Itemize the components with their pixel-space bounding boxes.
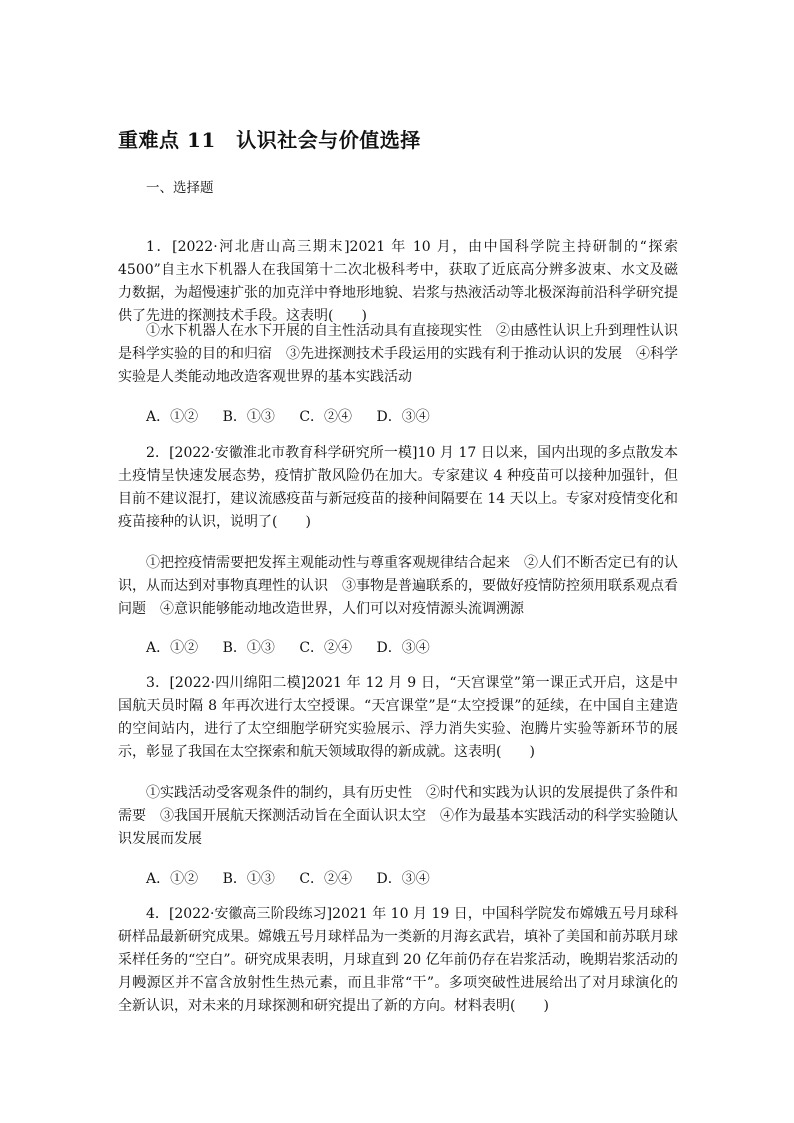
answer-b: B．①③	[222, 871, 275, 887]
question-3-answers	[146, 868, 450, 888]
answer-c: C．②④	[299, 871, 353, 887]
page-title: 重难点 11 认识社会与价值选择	[118, 128, 421, 152]
answer-d: D．③④	[376, 409, 430, 425]
question-1-answers	[146, 406, 450, 426]
answer-a: A．①②	[146, 871, 199, 887]
section-heading: 一、选择题	[146, 180, 214, 196]
answer-a: A．①②	[146, 640, 199, 656]
answer-d: D．③④	[376, 640, 430, 656]
answer-d: D．③④	[376, 871, 430, 887]
answer-c: C．②④	[299, 640, 353, 656]
question-3-stem: 3．[2022·四川绵阳二模]2021 年 12 月 9 日，“天宫课堂”第一课正式开启，这是中国航天员时隔 8 年再次进行太空授课。“天宫课堂”是“太空授课”的延续，在中国自主建造的空间站内，进行了太空细胞学研究实验展示、浮力消失实验、泡腾片实验等新环节的展示，彰显了我国在太空探索和航天领域取得的新成就。这表明( )	[118, 675, 678, 760]
question-4-stem: 4．[2022·安徽高三阶段练习]2021 年 10 月 19 日，中国科学院发布嫦娥五号月球科研样品最新研究成果。嫦娥五号月球样品为一类新的月海玄武岩，填补了美国和前苏联月球采样任务的“空白”。研究成果表明，月球直到 20 亿年前仍存在岩浆活动，晚期岩浆活动的月幔源区并不富含放射性生热元素，而且非常“干”。多项突破性进展给出了对月球演化的全新认识，对未来的月球探测和研究提出了新的方向。材料表明( )	[118, 906, 678, 1014]
question-1-options: ①水下机器人在水下开展的自主性活动具有直接现实性 ②由感性认识上升到理性认识是科学实验的目的和归宿 ③先进探测技术手段运用的实践有利于推动认识的发展 ④科学实验是人类能动地改造客观世界的基本实践活动	[118, 323, 678, 385]
question-3-options: ①实践活动受客观条件的制约，具有历史性 ②时代和实践为认识的发展提供了条件和需要 ③我国开展航天探测活动旨在全面认识太空 ④作为最基本实践活动的科学实验随认识发展而发展	[118, 785, 678, 847]
answer-b: B．①③	[222, 409, 275, 425]
answer-a: A．①②	[146, 409, 199, 425]
question-2-options: ①把控疫情需要把发挥主观能动性与尊重客观规律结合起来 ②人们不断否定已有的认识，从而达到对事物真理性的认识 ③事物是普遍联系的，要做好疫情防控须用联系观点看问题 ④意识能够能动地改造世界，人们可以对疫情源头流调溯源	[118, 555, 678, 617]
question-2-stem: 2．[2022·安徽淮北市教育科学研究所一模]10 月 17 日以来，国内出现的多点散发本土疫情呈快速发展态势，疫情扩散风险仍在加大。专家建议 4 种疫苗可以接种加强针，但目前不建议混打，建议流感疫苗与新冠疫苗的接种间隔要在 14 天以上。专家对疫情变化和疫苗接种的认识，说明了( )	[118, 445, 678, 530]
question-1-stem: 1．[2022·河北唐山高三期末]2021 年 10 月，由中国科学院主持研制的“探索 4500”自主水下机器人在我国第十二次北极科考中，获取了近底高分辨多波束、水文及磁力数据，为超慢速扩张的加克洋中脊地形地貌、岩浆与热液活动等北极深海前沿科学研究提供了先进的探测技术手段。这表明( )	[118, 239, 678, 324]
question-2-answers	[146, 637, 450, 657]
answer-b: B．①③	[222, 640, 275, 656]
answer-c: C．②④	[299, 409, 353, 425]
